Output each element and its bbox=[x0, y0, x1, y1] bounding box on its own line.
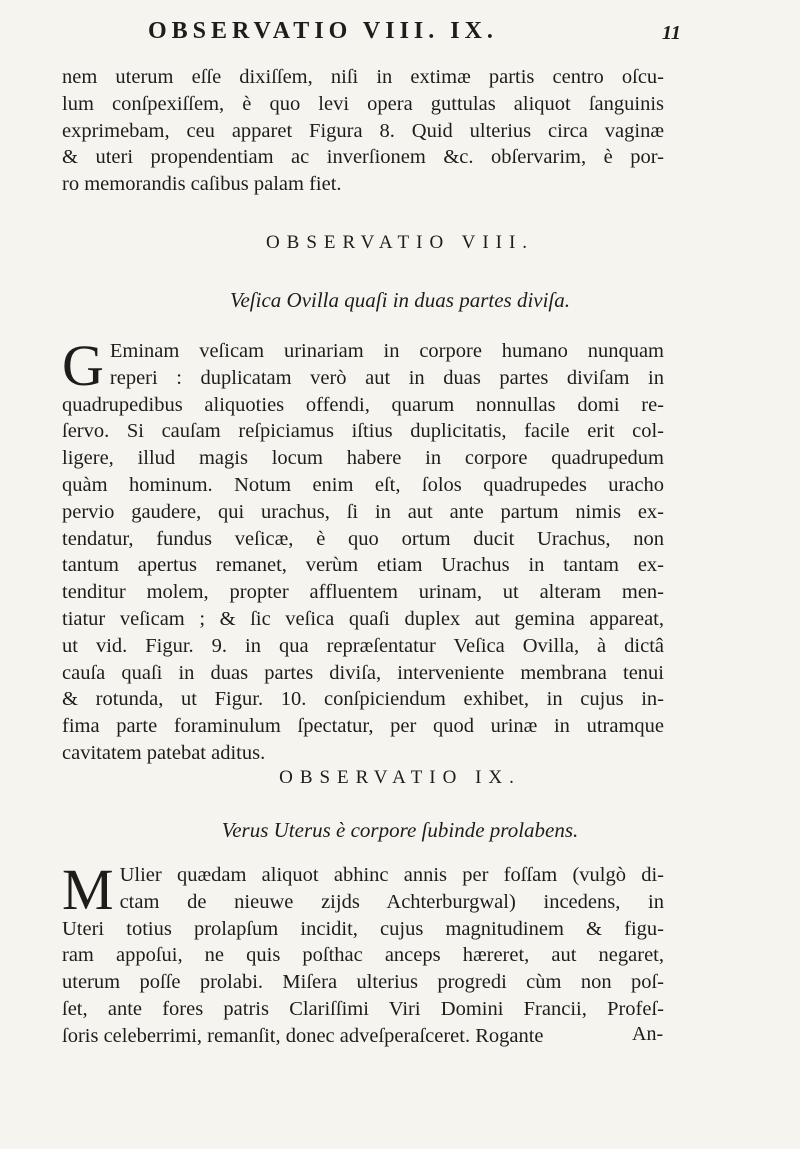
drop-cap: G bbox=[62, 333, 104, 398]
continuation-paragraph bbox=[62, 64, 664, 198]
text-line: tendatur, fundus veſicæ, è quo ortum ducit Urachus, non bbox=[62, 527, 664, 550]
text-line: exprimebam, ceu apparet Figura 8. Quid ulterius circa vaginæ bbox=[62, 119, 664, 142]
observation-8-heading: OBSERVATIO VIII. bbox=[265, 232, 535, 253]
observation-8-subtitle: Veſica Ovilla quaſi in duas partes diviſa. bbox=[229, 288, 571, 312]
text-line: Ulier quædam aliquot abhinc annis per foſſam (vulgò di- bbox=[119, 864, 664, 886]
text-line: tantum apertus remanet, verùm etiam Urachus in tantam ex- bbox=[62, 554, 664, 577]
text-line: ram appoſui, ne quis poſthac anceps hæreret, aut negaret, bbox=[62, 944, 664, 967]
running-title: OBSERVATIO VIII. IX. bbox=[148, 18, 498, 44]
text-line: ſervo. Si cauſam reſpiciamus iſtius duplicitatis, facile erit col- bbox=[62, 420, 664, 443]
text-line: ſoris celeberrimi, remanſit, donec adveſperaſceret. Rogante bbox=[62, 1024, 544, 1047]
text-line: ut vid. Figur. 9. in qua repræſentatur Veſica Ovilla, à dictâ bbox=[62, 634, 664, 657]
text-line: fima parte foraminulum ſpectatur, per quod urinæ in utramque bbox=[62, 715, 664, 738]
observation-9-heading: OBSERVATIO IX. bbox=[279, 767, 521, 788]
text-line: tenditur molem, propter affluentem urinam, ut alteram men- bbox=[62, 581, 664, 604]
text-line: ſet, ante fores patris Clariſſimi Viri Domini Francii, Profeſ- bbox=[62, 997, 664, 1020]
page-number: 11 bbox=[662, 22, 681, 44]
text-line: nem uterum eſſe dixiſſem, niſi in extimæ partis centro oſcu- bbox=[62, 66, 664, 88]
text-line: cauſa quaſi in duas partes diviſa, interveniente membrana tenui bbox=[62, 661, 664, 684]
text-line: tiatur veſicam ; & ſic veſica quaſi duplex aut gemina appareat, bbox=[62, 607, 664, 630]
observation-8-paragraph bbox=[62, 333, 664, 767]
text-line: lum conſpexiſſem, è quo levi opera guttulas aliquot ſanguinis bbox=[62, 92, 664, 115]
text-line: quadrupedibus aliquoties offendi, quarum nonnullas domi re- bbox=[62, 393, 664, 416]
observation-9-paragraph bbox=[62, 857, 664, 1050]
running-head bbox=[0, 18, 800, 54]
text-line: cavitatem patebat aditus. bbox=[62, 741, 266, 764]
text-line: ctam de nieuwe zijds Achterburgwal) incedens, in bbox=[119, 890, 664, 913]
drop-cap: M bbox=[62, 857, 114, 922]
text-line: ro memorandis caſibus palam fiet. bbox=[62, 173, 342, 196]
observation-9-subtitle: Verus Uterus è corpore ſubinde prolabens. bbox=[221, 818, 579, 842]
text-line: & rotunda, ut Figur. 10. conſpiciendum exhibet, in cujus in- bbox=[62, 688, 664, 711]
text-line: quàm hominum. Notum enim eſt, ſolos quadrupedes uracho bbox=[62, 473, 664, 496]
catchword: An- bbox=[632, 1023, 664, 1045]
text-line: Uteri totius prolapſum incidit, cujus magnitudinem & figu- bbox=[62, 917, 664, 940]
text-line: Eminam veſicam urinariam in corpore humano nunquam bbox=[109, 340, 664, 362]
text-line: reperi : duplicatam verò aut in duas partes diviſam in bbox=[109, 366, 664, 389]
text-line: & uteri propendentiam ac inverſionem &c. obſervarim, è por- bbox=[62, 146, 664, 169]
text-line: ligere, illud magis locum habere in corpore quadrupedum bbox=[62, 447, 664, 470]
text-line: uterum poſſe prolabi. Miſera ulterius progredi cùm non poſ- bbox=[62, 971, 664, 994]
text-line: pervio gaudere, qui urachus, ſi in aut ante partum nimis ex- bbox=[62, 500, 664, 523]
